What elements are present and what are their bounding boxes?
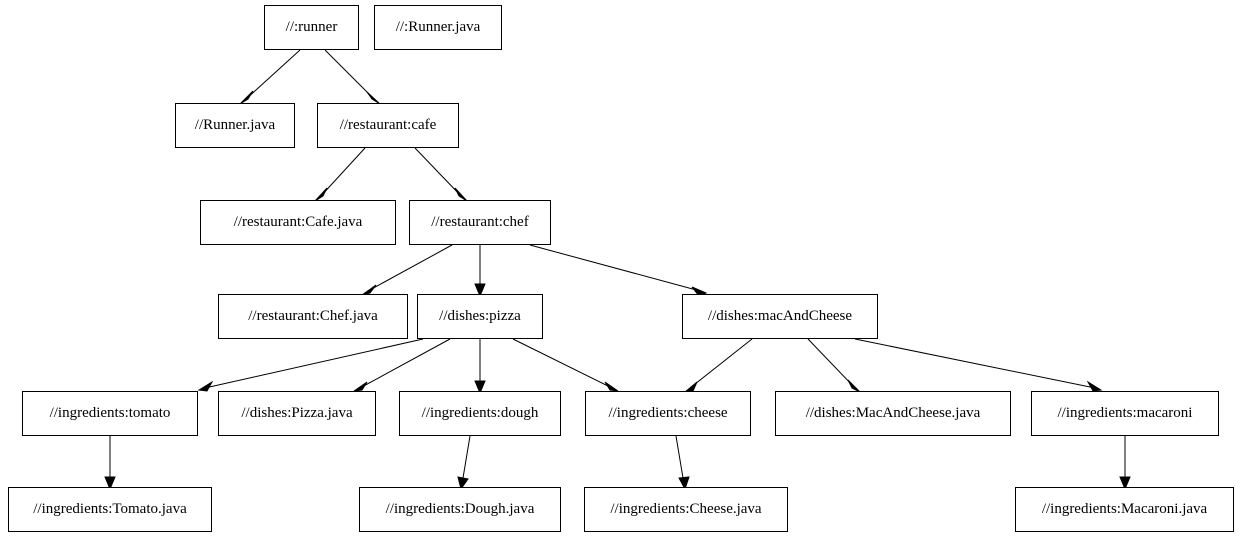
graph-edge [513,339,612,388]
graph-edge [676,436,684,484]
graph-node[interactable] [409,200,551,245]
graph-node-label: //ingredients:Cheese.java [610,501,762,517]
graph-node-label: //restaurant:Chef.java [248,308,378,324]
graph-node[interactable] [200,200,396,245]
graph-edge-arrowhead [199,382,212,391]
graph-node-label: //restaurant:cafe [339,117,437,133]
graph-node-label: //:runner [285,19,338,35]
graph-edge [415,148,462,197]
graph-node[interactable] [218,294,408,339]
graph-node[interactable] [399,391,561,436]
graph-node[interactable] [1015,487,1234,532]
graph-node-label: //restaurant:Cafe.java [233,214,363,230]
graph-edge [690,339,752,388]
graph-edge [360,339,450,388]
graph-node-label: //ingredients:Tomato.java [33,501,187,517]
graph-node-label: //dishes:macAndCheese [707,308,853,324]
graph-edge [462,436,470,484]
graph-edge [368,245,452,291]
graph-node-label: //ingredients:macaroni [1057,405,1193,421]
graph-edge [530,245,700,291]
graph-node-label: //:Runner.java [395,19,481,35]
graph-node[interactable] [8,487,212,532]
graph-edge-arrowhead [605,382,618,391]
graph-edge [320,148,365,197]
graph-node-label: //ingredients:Dough.java [385,501,535,517]
graph-node[interactable] [175,103,295,148]
graph-node-label: //dishes:pizza [439,308,521,324]
graph-node-label: //ingredients:Macaroni.java [1041,501,1208,517]
graph-node-label: //dishes:Pizza.java [241,405,353,421]
graph-node[interactable] [585,391,751,436]
graph-edge-arrowhead [354,382,367,391]
graph-node[interactable] [218,391,376,436]
graph-node[interactable] [584,487,788,532]
graph-node-label: //Runner.java [194,117,276,133]
graph-node[interactable] [22,391,198,436]
graph-node-label: //ingredients:tomato [49,405,171,421]
graph-node[interactable] [775,391,1011,436]
graph-node-label: //restaurant:chef [431,214,529,230]
graph-node[interactable] [374,5,502,50]
graph-edge [205,339,423,388]
graph-node[interactable] [317,103,459,148]
graph-node[interactable] [359,487,561,532]
graph-node-label: //ingredients:dough [421,405,539,421]
graph-edge-arrowhead [1088,382,1101,391]
graph-node-label: //dishes:MacAndCheese.java [805,405,981,421]
graph-edge [245,50,300,100]
graph-node-label: //ingredients:cheese [608,405,728,421]
graph-node[interactable] [417,294,543,339]
graph-node[interactable] [682,294,878,339]
graph-node[interactable] [264,5,359,50]
graph-edge [855,339,1095,388]
graph-node[interactable] [1031,391,1219,436]
